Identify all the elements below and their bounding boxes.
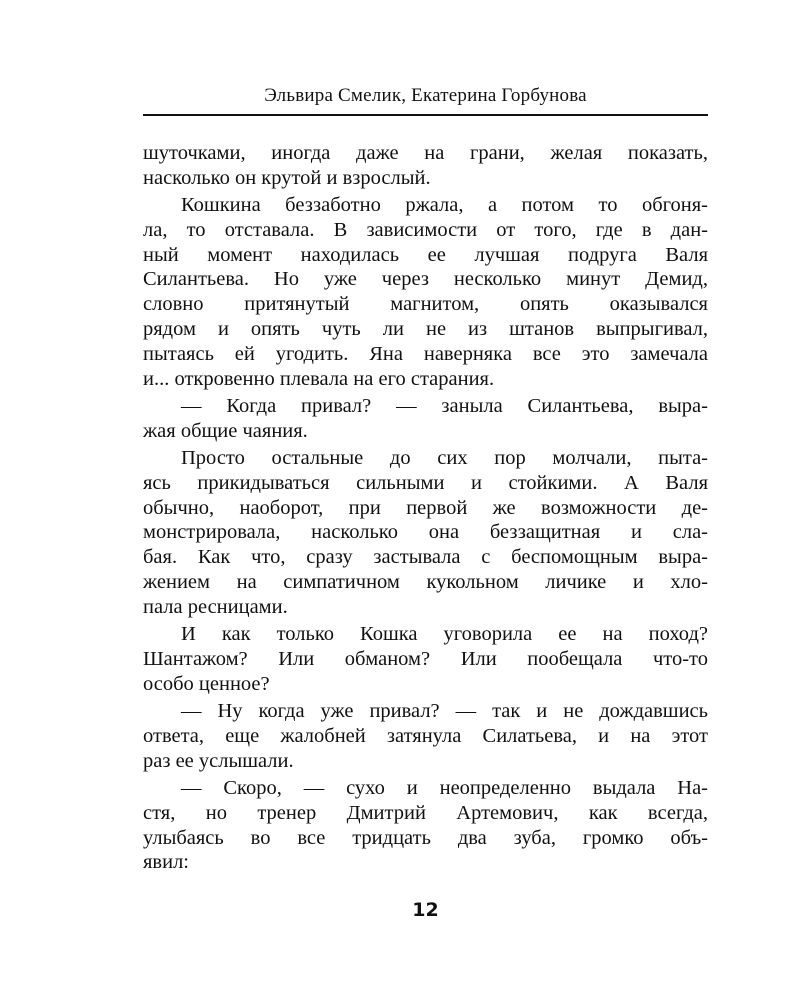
page-body-text [143, 141, 708, 875]
text-line: и... откровенно плевала на его старания. [143, 367, 495, 390]
text-line: рядом и опять чуть ли не из штанов выпрыгивал, [143, 318, 708, 341]
paragraph [143, 394, 708, 444]
text-line: шуточками, иногда даже на грани, желая показать, [143, 142, 708, 164]
text-line: явил: [143, 851, 190, 874]
text-line: насколько он крутой и взрослый. [143, 166, 431, 189]
text-line: словно притянутый магнитом, опять оказывался [143, 293, 708, 316]
text-line: раз ее услышали. [143, 749, 294, 772]
text-line: — Скоро, — сухо и неопределенно выдала На- [181, 776, 708, 799]
paragraph [143, 699, 708, 773]
text-line: пала ресницами. [143, 595, 288, 618]
text-line: жая общие чаяния. [143, 419, 308, 442]
text-line: ный момент находилась ее лучшая подруга Валя [143, 243, 708, 266]
text-line: ясь прикидываться сильными и стойкими. А Валя [143, 471, 708, 494]
paragraph [143, 141, 708, 191]
paragraph [143, 193, 708, 391]
text-line: Кошкина беззаботно ржала, а потом то обгоня- [181, 194, 708, 217]
text-line: улыбаясь во все тридцать два зуба, громко объ- [143, 826, 708, 849]
text-line: бая. Как что, сразу застывала с беспомощным выра- [143, 546, 708, 569]
text-line: Просто остальные до сих пор молчали, пыта- [181, 447, 708, 470]
text-line: Шантажом? Или обманом? Или пообещала что-то [143, 647, 708, 670]
text-line: пытаясь ей угодить. Яна наверняка все это замечала [143, 342, 708, 365]
paragraph [143, 446, 708, 620]
text-line: обычно, наоборот, при первой же возможности де- [143, 496, 708, 519]
text-line: особо ценное? [143, 672, 270, 695]
text-line: — Ну когда уже привал? — так и не дождавшись [181, 700, 708, 723]
paragraph [143, 622, 708, 696]
header-rule [143, 114, 708, 116]
text-line: ла, то отставала. В зависимости от того, где в дан- [143, 218, 708, 241]
text-line: — Когда привал? — заныла Силантьева, выра- [181, 394, 708, 417]
text-line: Силантьева. Но уже через несколько минут Демид, [143, 268, 708, 291]
text-line: ответа, еще жалобней затянула Силатьева, и на этот [143, 724, 708, 747]
paragraph [143, 776, 708, 875]
text-line: И как только Кошка уговорила ее на поход? [181, 623, 708, 646]
text-line: стя, но тренер Дмитрий Артемович, как всегда, [143, 801, 708, 824]
page-number: 12 [412, 899, 439, 921]
text-line: жением на симпатичном кукольном личике и хло- [143, 571, 708, 594]
running-head-authors: Эльвира Смелик, Екатерина Горбунова [264, 85, 587, 106]
text-line: монстрировала, насколько она беззащитная и сла- [143, 521, 708, 544]
